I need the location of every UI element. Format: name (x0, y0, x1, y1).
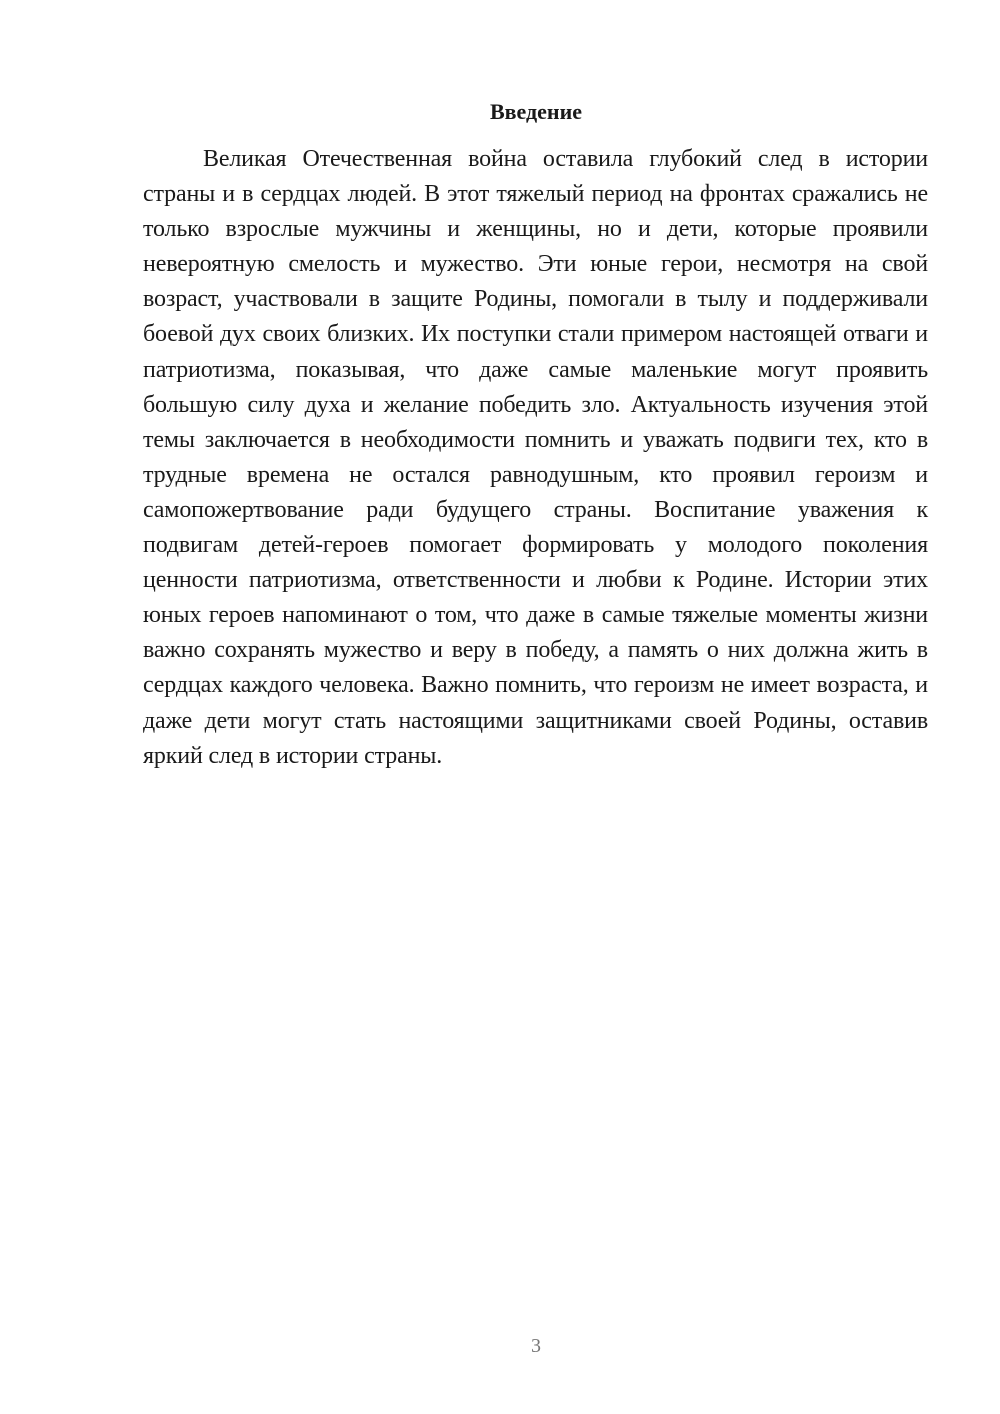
body-paragraph: Великая Отечественная война оставила глубокий след в истории страны и в сердцах людей. В этот тяжелый период на фронтах сражались не только взрослые мужчины и женщины, но и дети, которые проявили невероятную смелость и мужество. Эти юные герои, несмотря на свой возраст, участвовали в защите Родины, помогали в тылу и поддерживали боевой дух своих близких. Их поступки стали примером настоящей отваги и патриотизма, показывая, что даже самые маленькие могут проявить большую силу духа и желание победить зло. Актуальность изучения этой темы заключается в необходимости помнить и уважать подвиги тех, кто в трудные времена не остался равнодушным, кто проявил героизм и самопожертвование ради будущего страны. Воспитание уважения к подвигам детей-героев помогает формировать у молодого поколения ценности патриотизма, ответственности и любви к Родине. Истории этих юных героев напоминают о том, что даже в самые тяжелые моменты жизни важно сохранять мужество и веру в победу, а память о них должна жить в сердцах каждого человека. Важно помнить, что героизм не имеет возраста, и даже дети могут стать настоящими защитниками своей Родины, оставив яркий след в истории страны. (143, 146, 928, 769)
section-heading: Введение (489, 99, 583, 124)
page-number: 3 (531, 1335, 541, 1357)
